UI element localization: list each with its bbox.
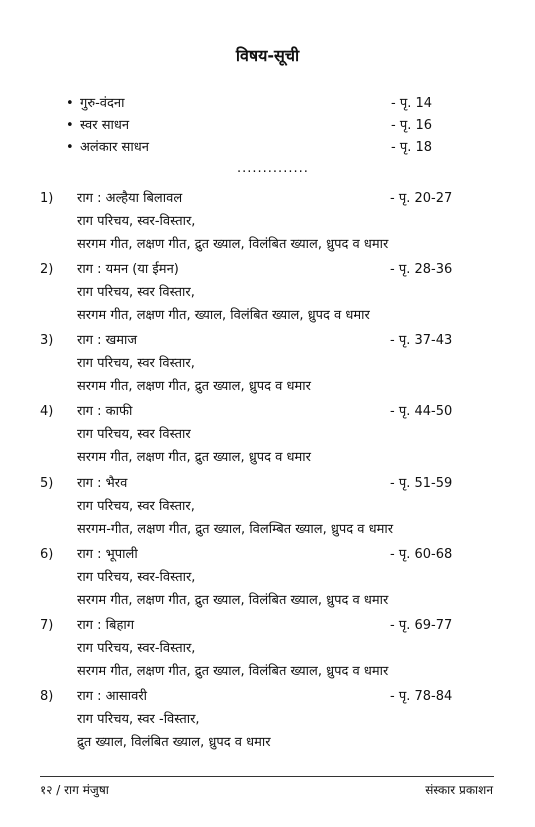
list-item	[66, 137, 466, 159]
raga-page: - पृ. 37-43	[390, 333, 453, 348]
raga-contents-line: सरगम गीत, लक्षण गीत, द्रुत ख्याल, विलंबित ख्याल, ध्रुपद व धमार	[77, 237, 389, 252]
raga-number: 7)	[40, 618, 54, 633]
raga-contents-line: सरगम गीत, लक्षण गीत, द्रुत ख्याल, विलंबित ख्याल, ध्रुपद व धमार	[77, 664, 389, 679]
raga-name: राग : यमन (या ईमन)	[77, 262, 179, 277]
raga-contents-line: राग परिचय, स्वर विस्तार	[77, 427, 191, 442]
raga-contents-line: राग परिचय, स्वर-विस्तार,	[77, 641, 196, 656]
raga-contents-line: द्रुत ख्याल, विलंबित ख्याल, ध्रुपद व धमार	[77, 735, 271, 750]
raga-contents-line: राग परिचय, स्वर विस्तार,	[77, 285, 195, 300]
raga-entry	[40, 472, 480, 541]
raga-name: राग : खमाज	[77, 333, 138, 348]
list-item-page: - पृ. 14	[391, 96, 433, 111]
raga-entry	[40, 685, 480, 754]
list-item-page: - पृ. 16	[391, 118, 433, 133]
raga-page: - पृ. 44-50	[390, 404, 453, 419]
raga-number: 3)	[40, 333, 54, 348]
raga-entry	[40, 400, 480, 469]
bullet-icon: •	[66, 140, 74, 155]
raga-contents-line: सरगम गीत, लक्षण गीत, ख्याल, विलंबित ख्याल, ध्रुपद व धमार	[77, 308, 370, 323]
raga-number: 2)	[40, 262, 54, 277]
raga-name: राग : भूपाली	[77, 547, 138, 562]
raga-entry	[40, 543, 480, 612]
raga-contents-line: सरगम-गीत, लक्षण गीत, द्रुत ख्याल, विलम्बित ख्याल, ध्रुपद व धमार	[77, 522, 394, 537]
raga-entry	[40, 187, 480, 256]
raga-number: 5)	[40, 476, 54, 491]
raga-number: 6)	[40, 547, 54, 562]
raga-name: राग : काफी	[77, 404, 133, 419]
raga-number: 4)	[40, 404, 54, 419]
raga-name: राग : अल्हैया बिलावल	[77, 191, 183, 206]
footer-divider	[40, 776, 494, 777]
raga-name: राग : आसावरी	[77, 689, 148, 704]
footer-page-label: १२ / राग मंजुषा	[40, 783, 109, 797]
list-item-text: स्वर साधन	[80, 118, 130, 133]
raga-entry	[40, 258, 480, 327]
bullet-icon: •	[66, 96, 74, 111]
raga-name: राग : बिहाग	[77, 618, 135, 633]
raga-page: - पृ. 28-36	[390, 262, 453, 277]
raga-entry	[40, 614, 480, 683]
list-item-text: अलंकार साधन	[80, 140, 149, 155]
page-title: विषय-सूची	[235, 46, 300, 65]
raga-contents-line: सरगम गीत, लक्षण गीत, द्रुत ख्याल, ध्रुपद व धमार	[77, 379, 311, 394]
bullet-icon: •	[66, 118, 74, 133]
raga-page: - पृ. 60-68	[390, 547, 453, 562]
section-separator: ..............	[237, 161, 309, 176]
intro-list	[66, 93, 466, 159]
footer-publisher: संस्कार प्रकाशन	[425, 783, 493, 797]
raga-page: - पृ. 78-84	[390, 689, 453, 704]
raga-page: - पृ. 20-27	[390, 191, 453, 206]
raga-page: - पृ. 69-77	[390, 618, 453, 633]
list-item	[66, 93, 466, 115]
raga-page: - पृ. 51-59	[390, 476, 453, 491]
raga-entry	[40, 329, 480, 398]
raga-contents-line: राग परिचय, स्वर -विस्तार,	[77, 712, 200, 727]
raga-contents-line: सरगम गीत, लक्षण गीत, द्रुत ख्याल, विलंबित ख्याल, ध्रुपद व धमार	[77, 593, 389, 608]
list-item	[66, 115, 466, 137]
raga-contents-line: राग परिचय, स्वर विस्तार,	[77, 499, 195, 514]
raga-contents-line: राग परिचय, स्वर-विस्तार,	[77, 214, 196, 229]
raga-contents-line: सरगम गीत, लक्षण गीत, द्रुत ख्याल, ध्रुपद व धमार	[77, 450, 311, 465]
list-item-text: गुरु-वंदना	[80, 96, 125, 111]
list-item-page: - पृ. 18	[391, 140, 433, 155]
raga-number: 8)	[40, 689, 54, 704]
raga-contents-line: राग परिचय, स्वर विस्तार,	[77, 356, 195, 371]
raga-name: राग : भैरव	[77, 476, 128, 491]
raga-contents-line: राग परिचय, स्वर-विस्तार,	[77, 570, 196, 585]
raga-number: 1)	[40, 191, 54, 206]
